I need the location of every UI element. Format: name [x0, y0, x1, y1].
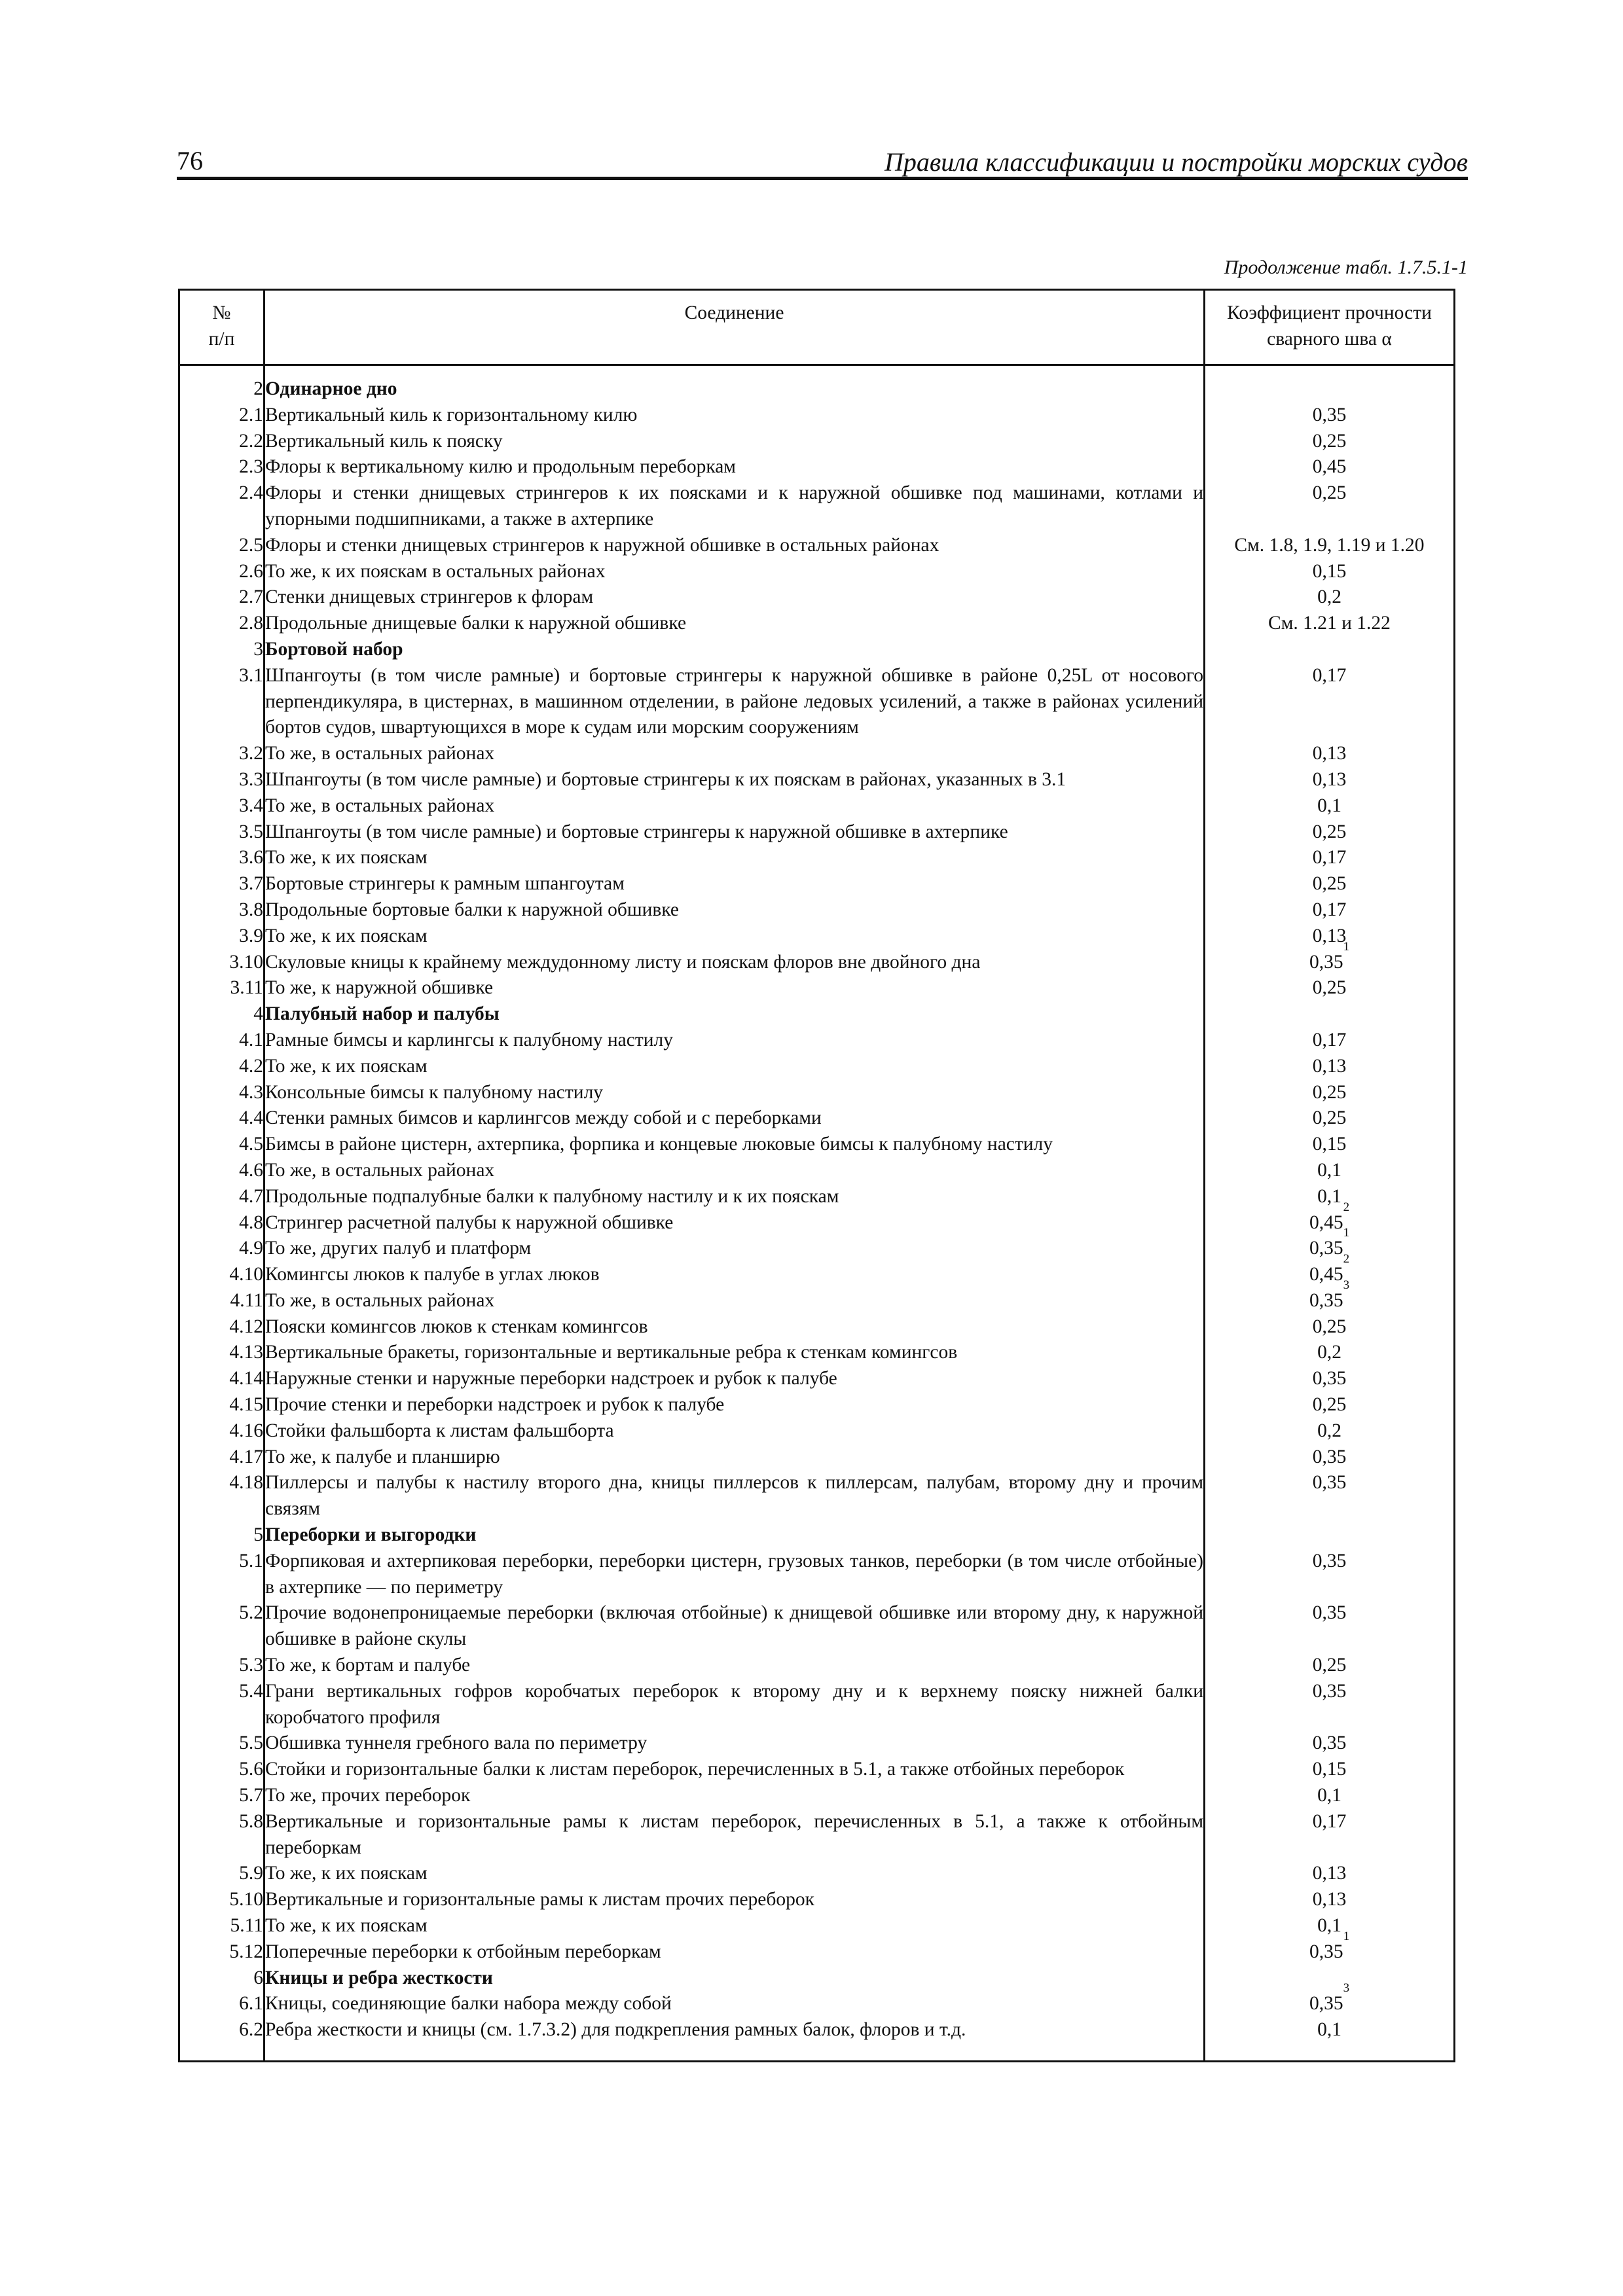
row-number: 4.6: [179, 1158, 264, 1184]
coefficient-cell: [1205, 1001, 1455, 1028]
section-row: [179, 1001, 1455, 1028]
column-header-coefficient: [1205, 290, 1455, 365]
coefficient-value: 0,25: [1312, 821, 1347, 842]
coefficient-cell: [1205, 637, 1455, 663]
coefficient-value: 0,13: [1312, 1863, 1347, 1884]
table-body: [179, 365, 1455, 2062]
table-row: [179, 1913, 1455, 1939]
table-row: [179, 741, 1455, 767]
connection-text: То же, других палуб и платформ: [264, 1236, 1205, 1262]
coefficient-cell: [1205, 1252, 1455, 1288]
coefficient-cell: [1205, 975, 1455, 1001]
table-row: [179, 1210, 1455, 1236]
row-number: 3: [179, 637, 264, 663]
coefficient-value: 0,25: [1312, 1394, 1347, 1416]
connection-text: Ребра жесткости и кницы (см. 1.7.3.2) для подкрепления рамных балок, флоров и т.д.: [264, 2017, 1205, 2061]
connection-text: То же, в остальных районах: [264, 1288, 1205, 1314]
row-number: 4.7: [179, 1184, 264, 1210]
coefficient-cell: [1205, 584, 1455, 611]
coefficient-cell: [1205, 480, 1455, 533]
coefficient-value: 0,45: [1309, 1211, 1343, 1233]
row-number: 5.5: [179, 1731, 264, 1757]
row-number: 5.4: [179, 1679, 264, 1731]
coefficient-cell: [1205, 454, 1455, 480]
coefficient-cell: [1205, 2017, 1455, 2061]
row-number: 2.7: [179, 584, 264, 611]
coefficient-value: 0,13: [1312, 743, 1347, 764]
connection-text: Скуловые кницы к крайнему междудонному листу и пояскам флоров вне двойного дна: [264, 950, 1205, 976]
coefficient-value: 0,1: [1317, 2019, 1341, 2041]
table-row: [179, 611, 1455, 637]
coefficient-cell: [1205, 1080, 1455, 1106]
coefficient-cell: [1205, 533, 1455, 559]
coefficient-cell: [1205, 793, 1455, 819]
connection-text: То же, в остальных районах: [264, 793, 1205, 819]
coefficient-value: 0,13: [1312, 1889, 1347, 1910]
row-number: 3.2: [179, 741, 264, 767]
coefficient-value: 0,25: [1312, 482, 1347, 504]
connection-text: Флоры и стенки днищевых стрингеров к наружной обшивке в остальных районах: [264, 533, 1205, 559]
coefficient-value: 0,35: [1312, 1732, 1347, 1754]
coefficient-value: 0,45: [1309, 1264, 1343, 1285]
section-row: [179, 1522, 1455, 1549]
row-number: 4.2: [179, 1054, 264, 1080]
row-number: 4.1: [179, 1028, 264, 1054]
connection-text: Вертикальные бракеты, горизонтальные и вертикальные ребра к стенкам комингсов: [264, 1340, 1205, 1366]
coefficient-value: 0,35: [1309, 1289, 1343, 1311]
coefficient-value: 0,13: [1312, 925, 1347, 946]
coefficient-cell: [1205, 1392, 1455, 1418]
coefficient-value: 0,13: [1312, 768, 1347, 790]
table-row: [179, 1783, 1455, 1809]
connection-text: Комингсы люков к палубе в углах люков: [264, 1262, 1205, 1288]
coefficient-cell: [1205, 1887, 1455, 1913]
table-row: [179, 454, 1455, 480]
table-row: [179, 1236, 1455, 1262]
connection-text: То же, к их пояскам в остальных районах: [264, 559, 1205, 585]
row-number: 4.17: [179, 1444, 264, 1471]
row-number: 4.13: [179, 1340, 264, 1366]
column-header-number: [179, 290, 264, 365]
connection-text: Продольные подпалубные балки к палубному настилу и к их пояскам: [264, 1184, 1205, 1210]
table-row: [179, 1158, 1455, 1184]
coefficient-cell: [1205, 1861, 1455, 1887]
table-row: [179, 1470, 1455, 1522]
header-rule: [177, 177, 1468, 180]
coefficient-cell: [1205, 1981, 1455, 2017]
connection-text: Кницы, соединяющие балки набора между собой: [264, 1991, 1205, 2017]
connection-text: Наружные стенки и наружные переборки надстроек и рубок к палубе: [264, 1366, 1205, 1392]
coefficient-value: 0,35: [1309, 951, 1343, 973]
connection-text: Форпиковая и ахтерпиковая переборки, переборки цистерн, грузовых танков, переборки (в том числе отбойные) в ахтерпике — по периметру: [264, 1549, 1205, 1601]
coefficient-cell: [1205, 1913, 1455, 1939]
connection-text: То же, в остальных районах: [264, 1158, 1205, 1184]
coefficient-cell: [1205, 871, 1455, 897]
coefficient-value: 0,35: [1312, 1368, 1347, 1390]
row-number: 4.12: [179, 1314, 264, 1340]
row-number: 5.8: [179, 1809, 264, 1861]
coefficient-value: 0,17: [1312, 664, 1347, 686]
table-row: [179, 1600, 1455, 1653]
coefficient-cell: [1205, 663, 1455, 741]
table-row: [179, 1809, 1455, 1861]
coefficient-cell: [1205, 767, 1455, 793]
row-number: 5.11: [179, 1913, 264, 1939]
table-row: [179, 793, 1455, 819]
row-number: 3.9: [179, 924, 264, 950]
table-row: [179, 924, 1455, 950]
column-header-number-line1: №: [212, 302, 231, 323]
coefficient-value: 0,17: [1312, 847, 1347, 869]
connection-text: Пиллерсы и палубы к настилу второго дна, кницы пиллерсов к пиллерсам, палубам, второму дну и прочим связям: [264, 1470, 1205, 1522]
coefficient-value: 0,17: [1312, 899, 1347, 920]
connection-text: Шпангоуты (в том числе рамные) и бортовые стрингеры к наружной обшивке в ахтерпике: [264, 819, 1205, 846]
row-number: 3.8: [179, 897, 264, 924]
row-number: 4.11: [179, 1288, 264, 1314]
table-row: [179, 975, 1455, 1001]
coefficient-cell: [1205, 819, 1455, 846]
coefficient-cell: [1205, 403, 1455, 429]
footnote-mark: 1: [1343, 1226, 1350, 1240]
row-number: 6.2: [179, 2017, 264, 2061]
row-number: 5: [179, 1522, 264, 1549]
connection-text: Стрингер расчетной палубы к наружной обшивке: [264, 1210, 1205, 1236]
row-number: 2: [179, 365, 264, 403]
coefficient-cell: [1205, 1158, 1455, 1184]
coefficient-cell: [1205, 1184, 1455, 1210]
row-number: 5.2: [179, 1600, 264, 1653]
connection-text: Продольные днищевые балки к наружной обшивке: [264, 611, 1205, 637]
connection-text: Консольные бимсы к палубному настилу: [264, 1080, 1205, 1106]
row-number: 5.1: [179, 1549, 264, 1601]
row-number: 4.18: [179, 1470, 264, 1522]
coefficient-value: См. 1.21 и 1.22: [1268, 613, 1391, 634]
table-row: [179, 1679, 1455, 1731]
row-number: 6: [179, 1965, 264, 1992]
connection-text: Обшивка туннеля гребного вала по периметру: [264, 1731, 1205, 1757]
table-row: [179, 1262, 1455, 1288]
row-number: 2.2: [179, 429, 264, 455]
table-row: [179, 1288, 1455, 1314]
page-number: 76: [177, 146, 203, 175]
coefficient-cell: [1205, 741, 1455, 767]
coefficient-value: 0,2: [1317, 1342, 1341, 1363]
connection-text: То же, к их пояскам: [264, 924, 1205, 950]
table-row: [179, 1991, 1455, 2017]
row-number: 2.5: [179, 533, 264, 559]
coefficient-cell: [1205, 1653, 1455, 1679]
section-row: [179, 1965, 1455, 1992]
coefficient-value: 0,35: [1312, 1472, 1347, 1494]
row-number: 4.14: [179, 1366, 264, 1392]
row-number: 5.10: [179, 1887, 264, 1913]
running-title: Правила классификации и постройки морских судов: [884, 147, 1468, 177]
table-row: [179, 663, 1455, 741]
coefficient-value: 0,2: [1317, 586, 1341, 608]
table-row: [179, 480, 1455, 533]
table-row: [179, 950, 1455, 976]
table-row: [179, 1392, 1455, 1418]
table-row: [179, 1028, 1455, 1054]
footnote-mark: 3: [1343, 1981, 1350, 1996]
footnote-mark: 2: [1343, 1252, 1350, 1266]
coefficient-cell: [1205, 1731, 1455, 1757]
coefficient-cell: [1205, 1132, 1455, 1158]
connection-text: Прочие стенки и переборки надстроек и рубок к палубе: [264, 1392, 1205, 1418]
table-row: [179, 1444, 1455, 1471]
coefficient-value: 0,17: [1312, 1029, 1347, 1050]
coefficient-cell: [1205, 559, 1455, 585]
coefficient-cell: [1205, 1340, 1455, 1366]
row-number: 4.9: [179, 1236, 264, 1262]
coefficient-value: 0,35: [1309, 1238, 1343, 1259]
coefficient-cell: [1205, 1470, 1455, 1522]
table-row: [179, 819, 1455, 846]
connection-text: Флоры и стенки днищевых стрингеров к их поясками и к наружной обшивке под машинами, котлами и упорными подшипниками, а также в ахтерпике: [264, 480, 1205, 533]
coefficient-value: 0,15: [1312, 1134, 1347, 1155]
coefficient-value: 0,25: [1312, 1655, 1347, 1676]
connection-text: Шпангоуты (в том числе рамные) и бортовые стрингеры к наружной обшивке в районе 0,25L от носового перпендикуляра, в цистернах, в машинном отделении, в районе ледовых усилений, а также в районах усилений бортов судов, швартующихся в море к судам или морским сооружениям: [264, 663, 1205, 741]
coefficient-cell: [1205, 1226, 1455, 1262]
connection-text: То же, к их пояскам: [264, 845, 1205, 871]
coefficient-cell: [1205, 1054, 1455, 1080]
footnote-mark: 3: [1343, 1278, 1350, 1292]
column-header-connection: Соединение: [264, 290, 1205, 365]
row-number: 4.10: [179, 1262, 264, 1288]
coefficient-cell: [1205, 1522, 1455, 1549]
coefficient-cell: [1205, 939, 1455, 976]
connection-text: То же, к их пояскам: [264, 1913, 1205, 1939]
row-number: 5.6: [179, 1757, 264, 1783]
weld-strength-table: [178, 289, 1455, 2062]
connection-text: Пояски комингсов люков к стенкам комингсов: [264, 1314, 1205, 1340]
coefficient-cell: [1205, 1929, 1455, 1965]
connection-text: Стенки рамных бимсов и карлингсов между собой и с переборками: [264, 1105, 1205, 1132]
coefficient-cell: [1205, 1278, 1455, 1314]
column-header-coefficient-line2: сварного шва α: [1267, 329, 1392, 350]
connection-text: То же, прочих переборок: [264, 1783, 1205, 1809]
table-row: [179, 1132, 1455, 1158]
table-row: [179, 403, 1455, 429]
table-row: [179, 1861, 1455, 1887]
connection-text: Бортовые стрингеры к рамным шпангоутам: [264, 871, 1205, 897]
table-row: [179, 1887, 1455, 1913]
section-title: Бортовой набор: [264, 637, 1205, 663]
connection-text: Вертикальный киль к горизонтальному килю: [264, 403, 1205, 429]
coefficient-value: 0,35: [1309, 1993, 1343, 2015]
connection-text: То же, к бортам и палубе: [264, 1653, 1205, 1679]
section-title: Одинарное дно: [264, 365, 1205, 403]
row-number: 4.4: [179, 1105, 264, 1132]
row-number: 2.3: [179, 454, 264, 480]
table-row: [179, 584, 1455, 611]
connection-text: Продольные бортовые балки к наружной обшивке: [264, 897, 1205, 924]
coefficient-cell: [1205, 1028, 1455, 1054]
connection-text: То же, к наружной обшивке: [264, 975, 1205, 1001]
page-header: [177, 145, 1468, 181]
connection-text: Стенки днищевых стрингеров к флорам: [264, 584, 1205, 611]
table-row: [179, 1105, 1455, 1132]
row-number: 4.16: [179, 1418, 264, 1444]
row-number: 3.11: [179, 975, 264, 1001]
connection-text: То же, к их пояскам: [264, 1054, 1205, 1080]
row-number: 3.5: [179, 819, 264, 846]
row-number: 5.3: [179, 1653, 264, 1679]
coefficient-value: 0,13: [1312, 1055, 1347, 1077]
coefficient-value: 0,25: [1312, 873, 1347, 895]
row-number: 5.12: [179, 1939, 264, 1965]
coefficient-cell: [1205, 897, 1455, 924]
column-header-number-line2: п/п: [208, 329, 235, 350]
coefficient-value: 0,2: [1317, 1420, 1341, 1441]
coefficient-value: 0,15: [1312, 560, 1347, 582]
connection-text: Флоры к вертикальному килю и продольным переборкам: [264, 454, 1205, 480]
connection-text: Рамные бимсы и карлингсы к палубному настилу: [264, 1028, 1205, 1054]
row-number: 2.4: [179, 480, 264, 533]
footnote-mark: 2: [1343, 1200, 1350, 1214]
coefficient-cell: [1205, 365, 1455, 403]
coefficient-cell: [1205, 1809, 1455, 1861]
footnote-mark: 1: [1343, 939, 1350, 954]
row-number: 3.1: [179, 663, 264, 741]
row-number: 2.8: [179, 611, 264, 637]
table-row: [179, 429, 1455, 455]
row-number: 4.3: [179, 1080, 264, 1106]
coefficient-cell: [1205, 1783, 1455, 1809]
table-row: [179, 559, 1455, 585]
coefficient-value: 0,1: [1317, 1185, 1341, 1207]
table-row: [179, 1314, 1455, 1340]
connection-text: Грани вертикальных гофров коробчатых переборок к второму дну и к верхнему пояску нижней балки коробчатого профиля: [264, 1679, 1205, 1731]
table-row: [179, 1653, 1455, 1679]
row-number: 5.9: [179, 1861, 264, 1887]
connection-text: Прочие водонепроницаемые переборки (включая отбойные) к днищевой обшивке или второму дну, к наружной обшивке в районе скулы: [264, 1600, 1205, 1653]
coefficient-value: 0,35: [1312, 1680, 1347, 1702]
table-caption: Продолжение табл. 1.7.5.1-1: [1224, 257, 1468, 278]
coefficient-cell: [1205, 924, 1455, 950]
coefficient-value: 0,35: [1309, 1941, 1343, 1962]
coefficient-cell: [1205, 1444, 1455, 1471]
row-number: 6.1: [179, 1991, 264, 2017]
table-row: [179, 1366, 1455, 1392]
connection-text: То же, к палубе и планширю: [264, 1444, 1205, 1471]
connection-text: Поперечные переборки к отбойным переборкам: [264, 1939, 1205, 1965]
coefficient-cell: [1205, 1965, 1455, 1992]
coefficient-value: 0,35: [1312, 404, 1347, 425]
row-number: 2.1: [179, 403, 264, 429]
coefficient-value: 0,25: [1312, 430, 1347, 452]
table-row: [179, 1080, 1455, 1106]
section-row: [179, 637, 1455, 663]
coefficient-value: 0,25: [1312, 1107, 1347, 1129]
coefficient-cell: [1205, 611, 1455, 637]
coefficient-cell: [1205, 1757, 1455, 1783]
table-row: [179, 1939, 1455, 1965]
table-row: [179, 1418, 1455, 1444]
table-row: [179, 845, 1455, 871]
table-row: [179, 1549, 1455, 1601]
connection-text: Шпангоуты (в том числе рамные) и бортовые стрингеры к их пояскам в районах, указанных в 3.1: [264, 767, 1205, 793]
coefficient-value: 0,1: [1317, 1915, 1341, 1937]
table-row: [179, 871, 1455, 897]
table-row: [179, 767, 1455, 793]
coefficient-value: 0,25: [1312, 977, 1347, 999]
coefficient-value: 0,35: [1312, 1446, 1347, 1467]
coefficient-cell: [1205, 845, 1455, 871]
footnote-mark: 1: [1343, 1929, 1350, 1943]
coefficient-value: 0,1: [1317, 795, 1341, 816]
connection-text: Бимсы в районе цистерн, ахтерпика, форпика и концевые люковые бимсы к палубному настилу: [264, 1132, 1205, 1158]
coefficient-value: 0,35: [1312, 1550, 1347, 1571]
table-row: [179, 897, 1455, 924]
row-number: 3.4: [179, 793, 264, 819]
coefficient-value: 0,1: [1317, 1159, 1341, 1181]
column-header-coefficient-line1: Коэффициент прочности: [1227, 302, 1432, 323]
coefficient-cell: [1205, 1200, 1455, 1236]
row-number: 4.8: [179, 1210, 264, 1236]
table-row: [179, 533, 1455, 559]
row-number: 4.15: [179, 1392, 264, 1418]
row-number: 3.6: [179, 845, 264, 871]
coefficient-value: 0,25: [1312, 1316, 1347, 1337]
connection-text: Вертикальный киль к пояску: [264, 429, 1205, 455]
coefficient-cell: [1205, 1314, 1455, 1340]
table-row: [179, 1184, 1455, 1210]
table-row: [179, 1054, 1455, 1080]
row-number: 2.6: [179, 559, 264, 585]
row-number: 3.10: [179, 950, 264, 976]
row-number: 4.5: [179, 1132, 264, 1158]
coefficient-cell: [1205, 1549, 1455, 1601]
coefficient-value: 0,35: [1312, 1602, 1347, 1624]
table-row: [179, 1731, 1455, 1757]
coefficient-cell: [1205, 1679, 1455, 1731]
section-title: Переборки и выгородки: [264, 1522, 1205, 1549]
coefficient-cell: [1205, 429, 1455, 455]
section-row: [179, 365, 1455, 403]
coefficient-value: 0,17: [1312, 1810, 1347, 1832]
coefficient-value: 0,15: [1312, 1759, 1347, 1780]
coefficient-value: 0,45: [1312, 456, 1347, 478]
row-number: 4: [179, 1001, 264, 1028]
connection-text: То же, в остальных районах: [264, 741, 1205, 767]
coefficient-value: 0,25: [1312, 1081, 1347, 1103]
coefficient-value: 0,1: [1317, 1785, 1341, 1806]
table-header-row: [179, 290, 1455, 365]
coefficient-cell: [1205, 1366, 1455, 1392]
row-number: 5.7: [179, 1783, 264, 1809]
connection-text: Вертикальные и горизонтальные рамы к листам прочих переборок: [264, 1887, 1205, 1913]
row-number: 3.3: [179, 767, 264, 793]
coefficient-cell: [1205, 1105, 1455, 1132]
coefficient-cell: [1205, 1418, 1455, 1444]
connection-text: Стойки и горизонтальные балки к листам переборок, перечисленных в 5.1, а также отбойных переборок: [264, 1757, 1205, 1783]
coefficient-value: См. 1.8, 1.9, 1.19 и 1.20: [1234, 534, 1425, 556]
coefficient-cell: [1205, 1600, 1455, 1653]
connection-text: То же, к их пояскам: [264, 1861, 1205, 1887]
section-title: Палубный набор и палубы: [264, 1001, 1205, 1028]
section-title: Кницы и ребра жесткости: [264, 1965, 1205, 1992]
connection-text: Стойки фальшборта к листам фальшборта: [264, 1418, 1205, 1444]
row-number: 3.7: [179, 871, 264, 897]
table-row: [179, 1757, 1455, 1783]
table-row: [179, 2017, 1455, 2061]
connection-text: Вертикальные и горизонтальные рамы к листам переборок, перечисленных в 5.1, а также к отбойным переборкам: [264, 1809, 1205, 1861]
table-row: [179, 1340, 1455, 1366]
